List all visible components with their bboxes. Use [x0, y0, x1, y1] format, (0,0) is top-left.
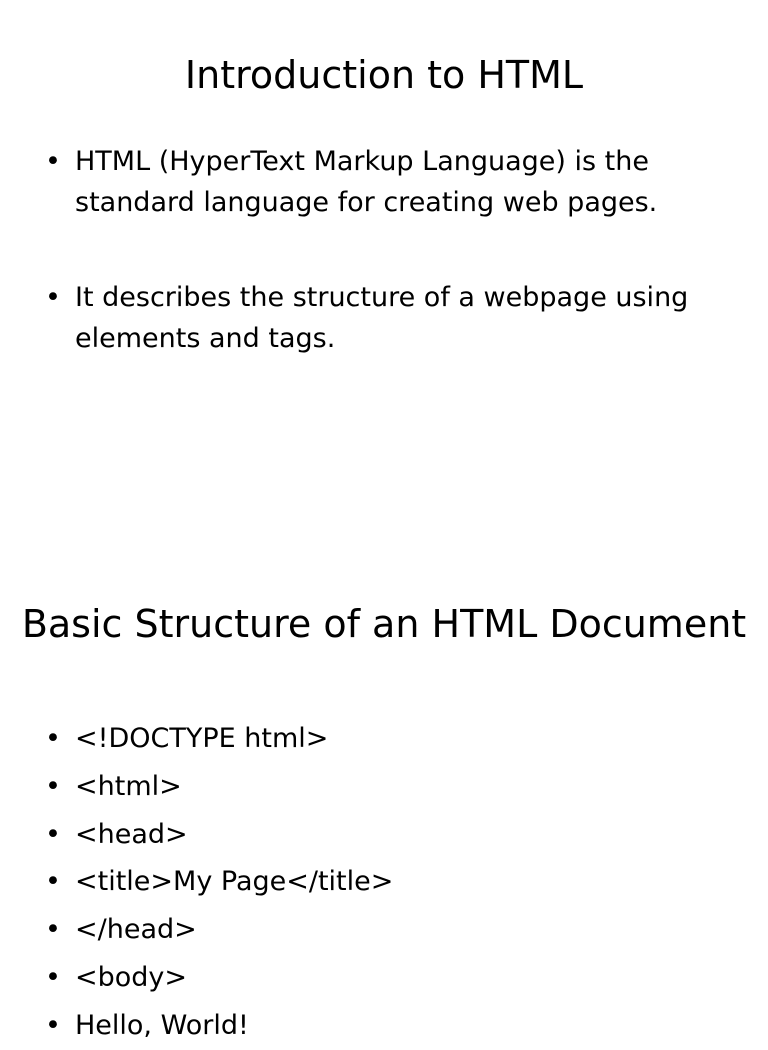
bullet-text: <html>: [75, 770, 182, 802]
bullet-text: Hello, World!: [75, 1009, 249, 1041]
bullet-text: </head>: [75, 914, 197, 946]
bullet-icon: •: [45, 818, 61, 850]
bullet-icon: •: [45, 770, 61, 802]
bullet-icon: •: [45, 914, 61, 946]
bullet-item: [45, 277, 725, 359]
bullet-item: [45, 811, 725, 859]
bullet-icon: •: [45, 282, 61, 313]
slide-title: Basic Structure of an HTML Document: [21, 602, 747, 646]
bullet-text: It describes the structure of a webpage using elements and tags.: [75, 282, 689, 354]
slide-title: Introduction to HTML: [184, 53, 584, 97]
slide-basic-structure: [0, 560, 768, 1041]
bullet-item: [45, 1002, 725, 1050]
bullet-item: [45, 954, 725, 1002]
bullet-text: <body>: [75, 961, 188, 993]
bullet-item: [45, 858, 725, 906]
bullet-item: [45, 715, 725, 763]
bullet-icon: •: [45, 146, 61, 177]
bullet-icon: •: [45, 961, 61, 993]
bullet-text: <head>: [75, 818, 188, 850]
bullet-list: [45, 141, 725, 413]
bullet-item: [45, 141, 725, 223]
bullet-text: <title>My Page</title>: [75, 866, 394, 898]
bullet-text: <!DOCTYPE html>: [75, 723, 329, 754]
bullet-item: [45, 763, 725, 811]
bullet-icon: •: [45, 866, 61, 898]
bullet-list: [45, 715, 725, 1050]
bullet-text: HTML (HyperText Markup Language) is the standard language for creating web pages.: [75, 146, 658, 218]
bullet-icon: •: [45, 723, 61, 754]
bullet-item: [45, 906, 725, 954]
bullet-icon: •: [45, 1009, 61, 1041]
